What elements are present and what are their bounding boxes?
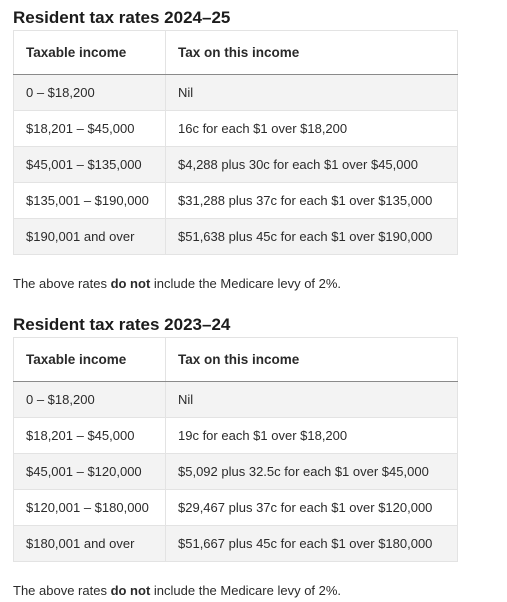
table-row — [14, 490, 458, 526]
taxable-income-cell: 0 – $18,200 — [14, 75, 166, 111]
medicare-levy-note — [13, 255, 507, 292]
table-row — [14, 111, 458, 147]
medicare-levy-note — [13, 562, 507, 599]
table-row — [14, 418, 458, 454]
table-row — [14, 454, 458, 490]
section-title: Resident tax rates 2024–25 — [13, 8, 231, 27]
taxable-income-cell: $120,001 – $180,000 — [14, 490, 166, 526]
note-text-after: include the Medicare levy of 2%. — [150, 276, 342, 291]
table-row — [14, 183, 458, 219]
note-text-bold: do not — [110, 583, 151, 598]
note-text-before: The above rates — [13, 276, 111, 291]
tax-rates-2023-24-section — [13, 314, 507, 599]
tax-cell: $5,092 plus 32.5c for each $1 over $45,000 — [166, 454, 458, 490]
tax-rates-table — [13, 30, 458, 255]
taxable-income-cell: $18,201 – $45,000 — [14, 418, 166, 454]
note-text-before: The above rates — [13, 583, 111, 598]
tax-cell: $51,667 plus 45c for each $1 over $180,000 — [166, 526, 458, 562]
taxable-income-cell: $190,001 and over — [14, 219, 166, 255]
tax-cell: Nil — [166, 75, 458, 111]
note-text-bold: do not — [110, 276, 151, 291]
tax-cell: Nil — [166, 382, 458, 418]
tax-rates-table — [13, 337, 458, 562]
taxable-income-cell: $45,001 – $120,000 — [14, 454, 166, 490]
table-header-row — [14, 338, 458, 382]
note-text-after: include the Medicare levy of 2%. — [150, 583, 342, 598]
column-header-tax-on-income: Tax on this income — [166, 338, 458, 382]
tax-cell: $29,467 plus 37c for each $1 over $120,000 — [166, 490, 458, 526]
table-header-row — [14, 31, 458, 75]
column-header-taxable-income: Taxable income — [14, 31, 166, 75]
column-header-tax-on-income: Tax on this income — [166, 31, 458, 75]
tax-cell: $31,288 plus 37c for each $1 over $135,000 — [166, 183, 458, 219]
tax-cell: 19c for each $1 over $18,200 — [166, 418, 458, 454]
table-row — [14, 147, 458, 183]
tax-cell: $51,638 plus 45c for each $1 over $190,000 — [166, 219, 458, 255]
tax-rates-2024-25-section — [13, 0, 507, 292]
tax-cell: 16c for each $1 over $18,200 — [166, 111, 458, 147]
table-row — [14, 219, 458, 255]
taxable-income-cell: $135,001 – $190,000 — [14, 183, 166, 219]
section-title: Resident tax rates 2023–24 — [13, 315, 231, 334]
section-spacer — [13, 292, 507, 314]
taxable-income-cell: $45,001 – $135,000 — [14, 147, 166, 183]
taxable-income-cell: 0 – $18,200 — [14, 382, 166, 418]
taxable-income-cell: $18,201 – $45,000 — [14, 111, 166, 147]
taxable-income-cell: $180,001 and over — [14, 526, 166, 562]
column-header-taxable-income: Taxable income — [14, 338, 166, 382]
tax-cell: $4,288 plus 30c for each $1 over $45,000 — [166, 147, 458, 183]
table-row — [14, 382, 458, 418]
table-row — [14, 75, 458, 111]
table-row — [14, 526, 458, 562]
